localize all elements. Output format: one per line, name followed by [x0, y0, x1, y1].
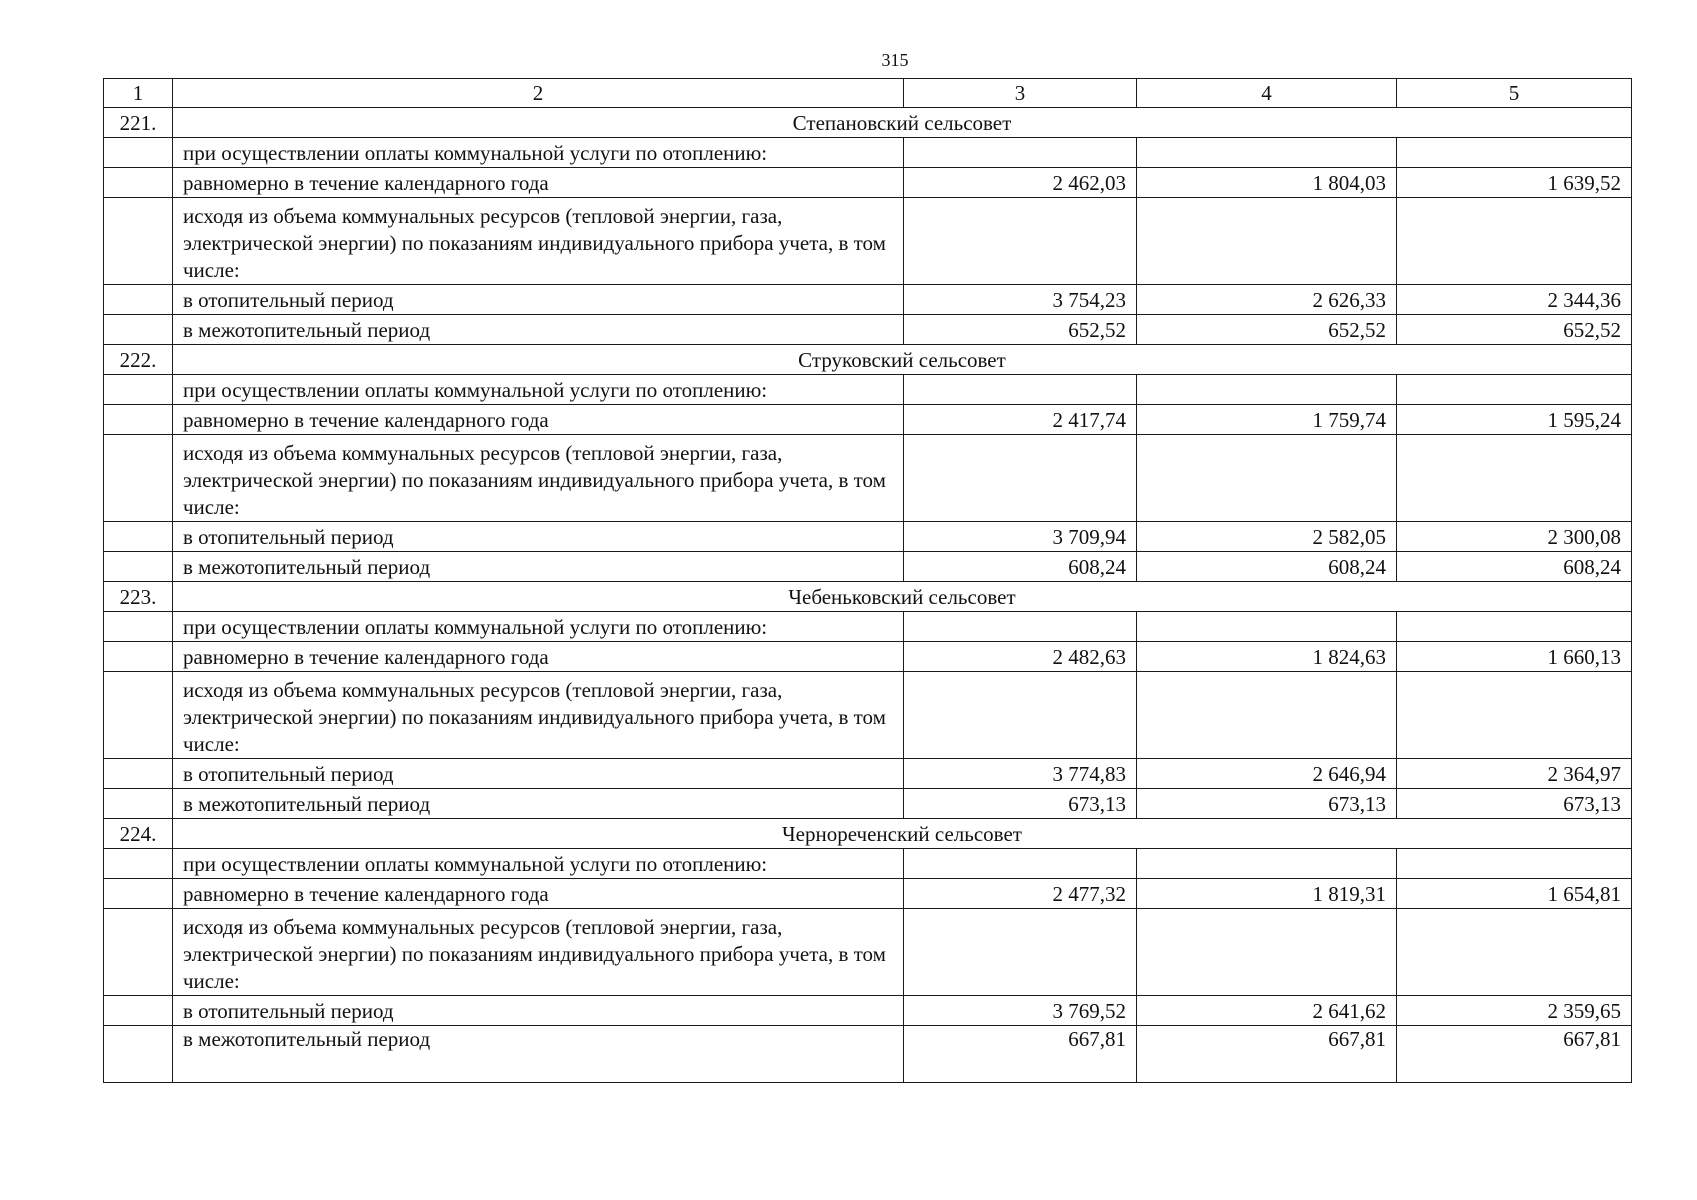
section-header-row	[104, 345, 1632, 375]
table-row	[104, 612, 1632, 642]
row-index-cell	[104, 285, 173, 315]
row-index-cell	[104, 879, 173, 909]
value-col-4	[1137, 849, 1397, 879]
value-col-4	[1137, 375, 1397, 405]
value-col-5: 1 654,81	[1397, 879, 1632, 909]
value-col-3: 3 774,83	[904, 759, 1137, 789]
row-index-cell	[104, 198, 173, 285]
table-row	[104, 168, 1632, 198]
value-col-3: 673,13	[904, 789, 1137, 819]
value-col-3: 3 754,23	[904, 285, 1137, 315]
value-col-5: 2 359,65	[1397, 996, 1632, 1026]
value-col-5: 1 595,24	[1397, 405, 1632, 435]
header-cell-4: 4	[1137, 79, 1397, 108]
value-col-4: 608,24	[1137, 552, 1397, 582]
value-col-4: 2 582,05	[1137, 522, 1397, 552]
value-col-3	[904, 909, 1137, 996]
row-label: равномерно в течение календарного года	[173, 879, 904, 909]
value-col-4: 673,13	[1137, 789, 1397, 819]
section-title: Чебеньковский сельсовет	[173, 582, 1632, 612]
value-col-4: 1 819,31	[1137, 879, 1397, 909]
row-label: при осуществлении оплаты коммунальной услуги по отоплению:	[173, 849, 904, 879]
row-index-cell	[104, 552, 173, 582]
row-index-cell	[104, 138, 173, 168]
section-number: 223.	[104, 582, 173, 612]
row-index-cell	[104, 168, 173, 198]
row-label: исходя из объема коммунальных ресурсов (тепловой энергии, газа, электрической энергии) по показаниям индивидуального прибора учета, в том числе:	[173, 435, 904, 522]
value-col-5: 652,52	[1397, 315, 1632, 345]
value-col-5	[1397, 435, 1632, 522]
header-cell-2: 2	[173, 79, 904, 108]
row-label: в отопительный период	[173, 996, 904, 1026]
value-col-3	[904, 435, 1137, 522]
table-row	[104, 285, 1632, 315]
table-row	[104, 759, 1632, 789]
row-index-cell	[104, 522, 173, 552]
row-label: при осуществлении оплаты коммунальной услуги по отоплению:	[173, 612, 904, 642]
value-col-3	[904, 375, 1137, 405]
value-col-5	[1397, 849, 1632, 879]
value-col-4	[1137, 138, 1397, 168]
table-row	[104, 375, 1632, 405]
section-header-row	[104, 108, 1632, 138]
row-label: равномерно в течение календарного года	[173, 405, 904, 435]
value-col-4: 2 646,94	[1137, 759, 1397, 789]
section-title: Струковский сельсовет	[173, 345, 1632, 375]
section-number: 221.	[104, 108, 173, 138]
section-header-row	[104, 582, 1632, 612]
row-label: в межотопительный период	[173, 552, 904, 582]
row-index-cell	[104, 375, 173, 405]
table-row	[104, 879, 1632, 909]
value-col-4: 1 759,74	[1137, 405, 1397, 435]
value-col-3	[904, 198, 1137, 285]
value-col-4	[1137, 672, 1397, 759]
table-row	[104, 849, 1632, 879]
header-cell-5: 5	[1397, 79, 1632, 108]
value-col-3: 2 482,63	[904, 642, 1137, 672]
row-label: при осуществлении оплаты коммунальной услуги по отоплению:	[173, 138, 904, 168]
table-row	[104, 789, 1632, 819]
row-label: в межотопительный период	[173, 1026, 904, 1083]
row-label: в межотопительный период	[173, 789, 904, 819]
value-col-3: 3 769,52	[904, 996, 1137, 1026]
header-cell-3: 3	[904, 79, 1137, 108]
value-col-4	[1137, 198, 1397, 285]
value-col-3	[904, 612, 1137, 642]
table-row	[104, 198, 1632, 285]
value-col-3: 2 417,74	[904, 405, 1137, 435]
section-header-row	[104, 819, 1632, 849]
value-col-4: 1 824,63	[1137, 642, 1397, 672]
table-row	[104, 672, 1632, 759]
table-row	[104, 642, 1632, 672]
row-index-cell	[104, 612, 173, 642]
value-col-5: 2 364,97	[1397, 759, 1632, 789]
table-row	[104, 552, 1632, 582]
table-row	[104, 996, 1632, 1026]
row-label: исходя из объема коммунальных ресурсов (тепловой энергии, газа, электрической энергии) по показаниям индивидуального прибора учета, в том числе:	[173, 672, 904, 759]
header-row	[104, 79, 1632, 108]
row-label: в отопительный период	[173, 285, 904, 315]
value-col-3	[904, 672, 1137, 759]
value-col-4: 667,81	[1137, 1026, 1397, 1083]
value-col-5	[1397, 612, 1632, 642]
value-col-3: 2 477,32	[904, 879, 1137, 909]
value-col-5	[1397, 672, 1632, 759]
row-index-cell	[104, 642, 173, 672]
value-col-3: 2 462,03	[904, 168, 1137, 198]
section-number: 224.	[104, 819, 173, 849]
row-label: в отопительный период	[173, 759, 904, 789]
row-index-cell	[104, 672, 173, 759]
table-row	[104, 435, 1632, 522]
value-col-3: 608,24	[904, 552, 1137, 582]
value-col-5: 1 660,13	[1397, 642, 1632, 672]
row-index-cell	[104, 849, 173, 879]
table-row	[104, 909, 1632, 996]
value-col-4: 2 641,62	[1137, 996, 1397, 1026]
row-index-cell	[104, 1026, 173, 1083]
value-col-4: 1 804,03	[1137, 168, 1397, 198]
row-label: в отопительный период	[173, 522, 904, 552]
value-col-3: 3 709,94	[904, 522, 1137, 552]
value-col-5	[1397, 198, 1632, 285]
value-col-5	[1397, 375, 1632, 405]
row-label: равномерно в течение календарного года	[173, 168, 904, 198]
value-col-5: 608,24	[1397, 552, 1632, 582]
row-index-cell	[104, 789, 173, 819]
value-col-4: 652,52	[1137, 315, 1397, 345]
table-row	[104, 522, 1632, 552]
row-index-cell	[104, 909, 173, 996]
value-col-4	[1137, 435, 1397, 522]
section-title: Чернореченский сельсовет	[173, 819, 1632, 849]
value-col-5	[1397, 138, 1632, 168]
table-row	[104, 315, 1632, 345]
section-number: 222.	[104, 345, 173, 375]
table-row	[104, 1026, 1632, 1083]
row-index-cell	[104, 996, 173, 1026]
row-index-cell	[104, 315, 173, 345]
value-col-5: 2 344,36	[1397, 285, 1632, 315]
row-label: при осуществлении оплаты коммунальной услуги по отоплению:	[173, 375, 904, 405]
table-row	[104, 405, 1632, 435]
value-col-5: 1 639,52	[1397, 168, 1632, 198]
value-col-4	[1137, 909, 1397, 996]
table-row	[104, 138, 1632, 168]
row-label: равномерно в течение календарного года	[173, 642, 904, 672]
row-label: исходя из объема коммунальных ресурсов (тепловой энергии, газа, электрической энергии) по показаниям индивидуального прибора учета, в том числе:	[173, 198, 904, 285]
value-col-4	[1137, 612, 1397, 642]
row-index-cell	[104, 435, 173, 522]
value-col-3	[904, 138, 1137, 168]
row-label: исходя из объема коммунальных ресурсов (тепловой энергии, газа, электрической энергии) по показаниям индивидуального прибора учета, в том числе:	[173, 909, 904, 996]
value-col-3: 652,52	[904, 315, 1137, 345]
value-col-5: 667,81	[1397, 1026, 1632, 1083]
row-index-cell	[104, 405, 173, 435]
header-cell-1: 1	[104, 79, 173, 108]
value-col-3	[904, 849, 1137, 879]
value-col-5: 2 300,08	[1397, 522, 1632, 552]
page-number: 315	[881, 50, 909, 70]
section-title: Степановский сельсовет	[173, 108, 1632, 138]
value-col-3: 667,81	[904, 1026, 1137, 1083]
value-col-4: 2 626,33	[1137, 285, 1397, 315]
tariff-table	[103, 78, 1632, 1083]
row-index-cell	[104, 759, 173, 789]
row-label: в межотопительный период	[173, 315, 904, 345]
value-col-5	[1397, 909, 1632, 996]
value-col-5: 673,13	[1397, 789, 1632, 819]
